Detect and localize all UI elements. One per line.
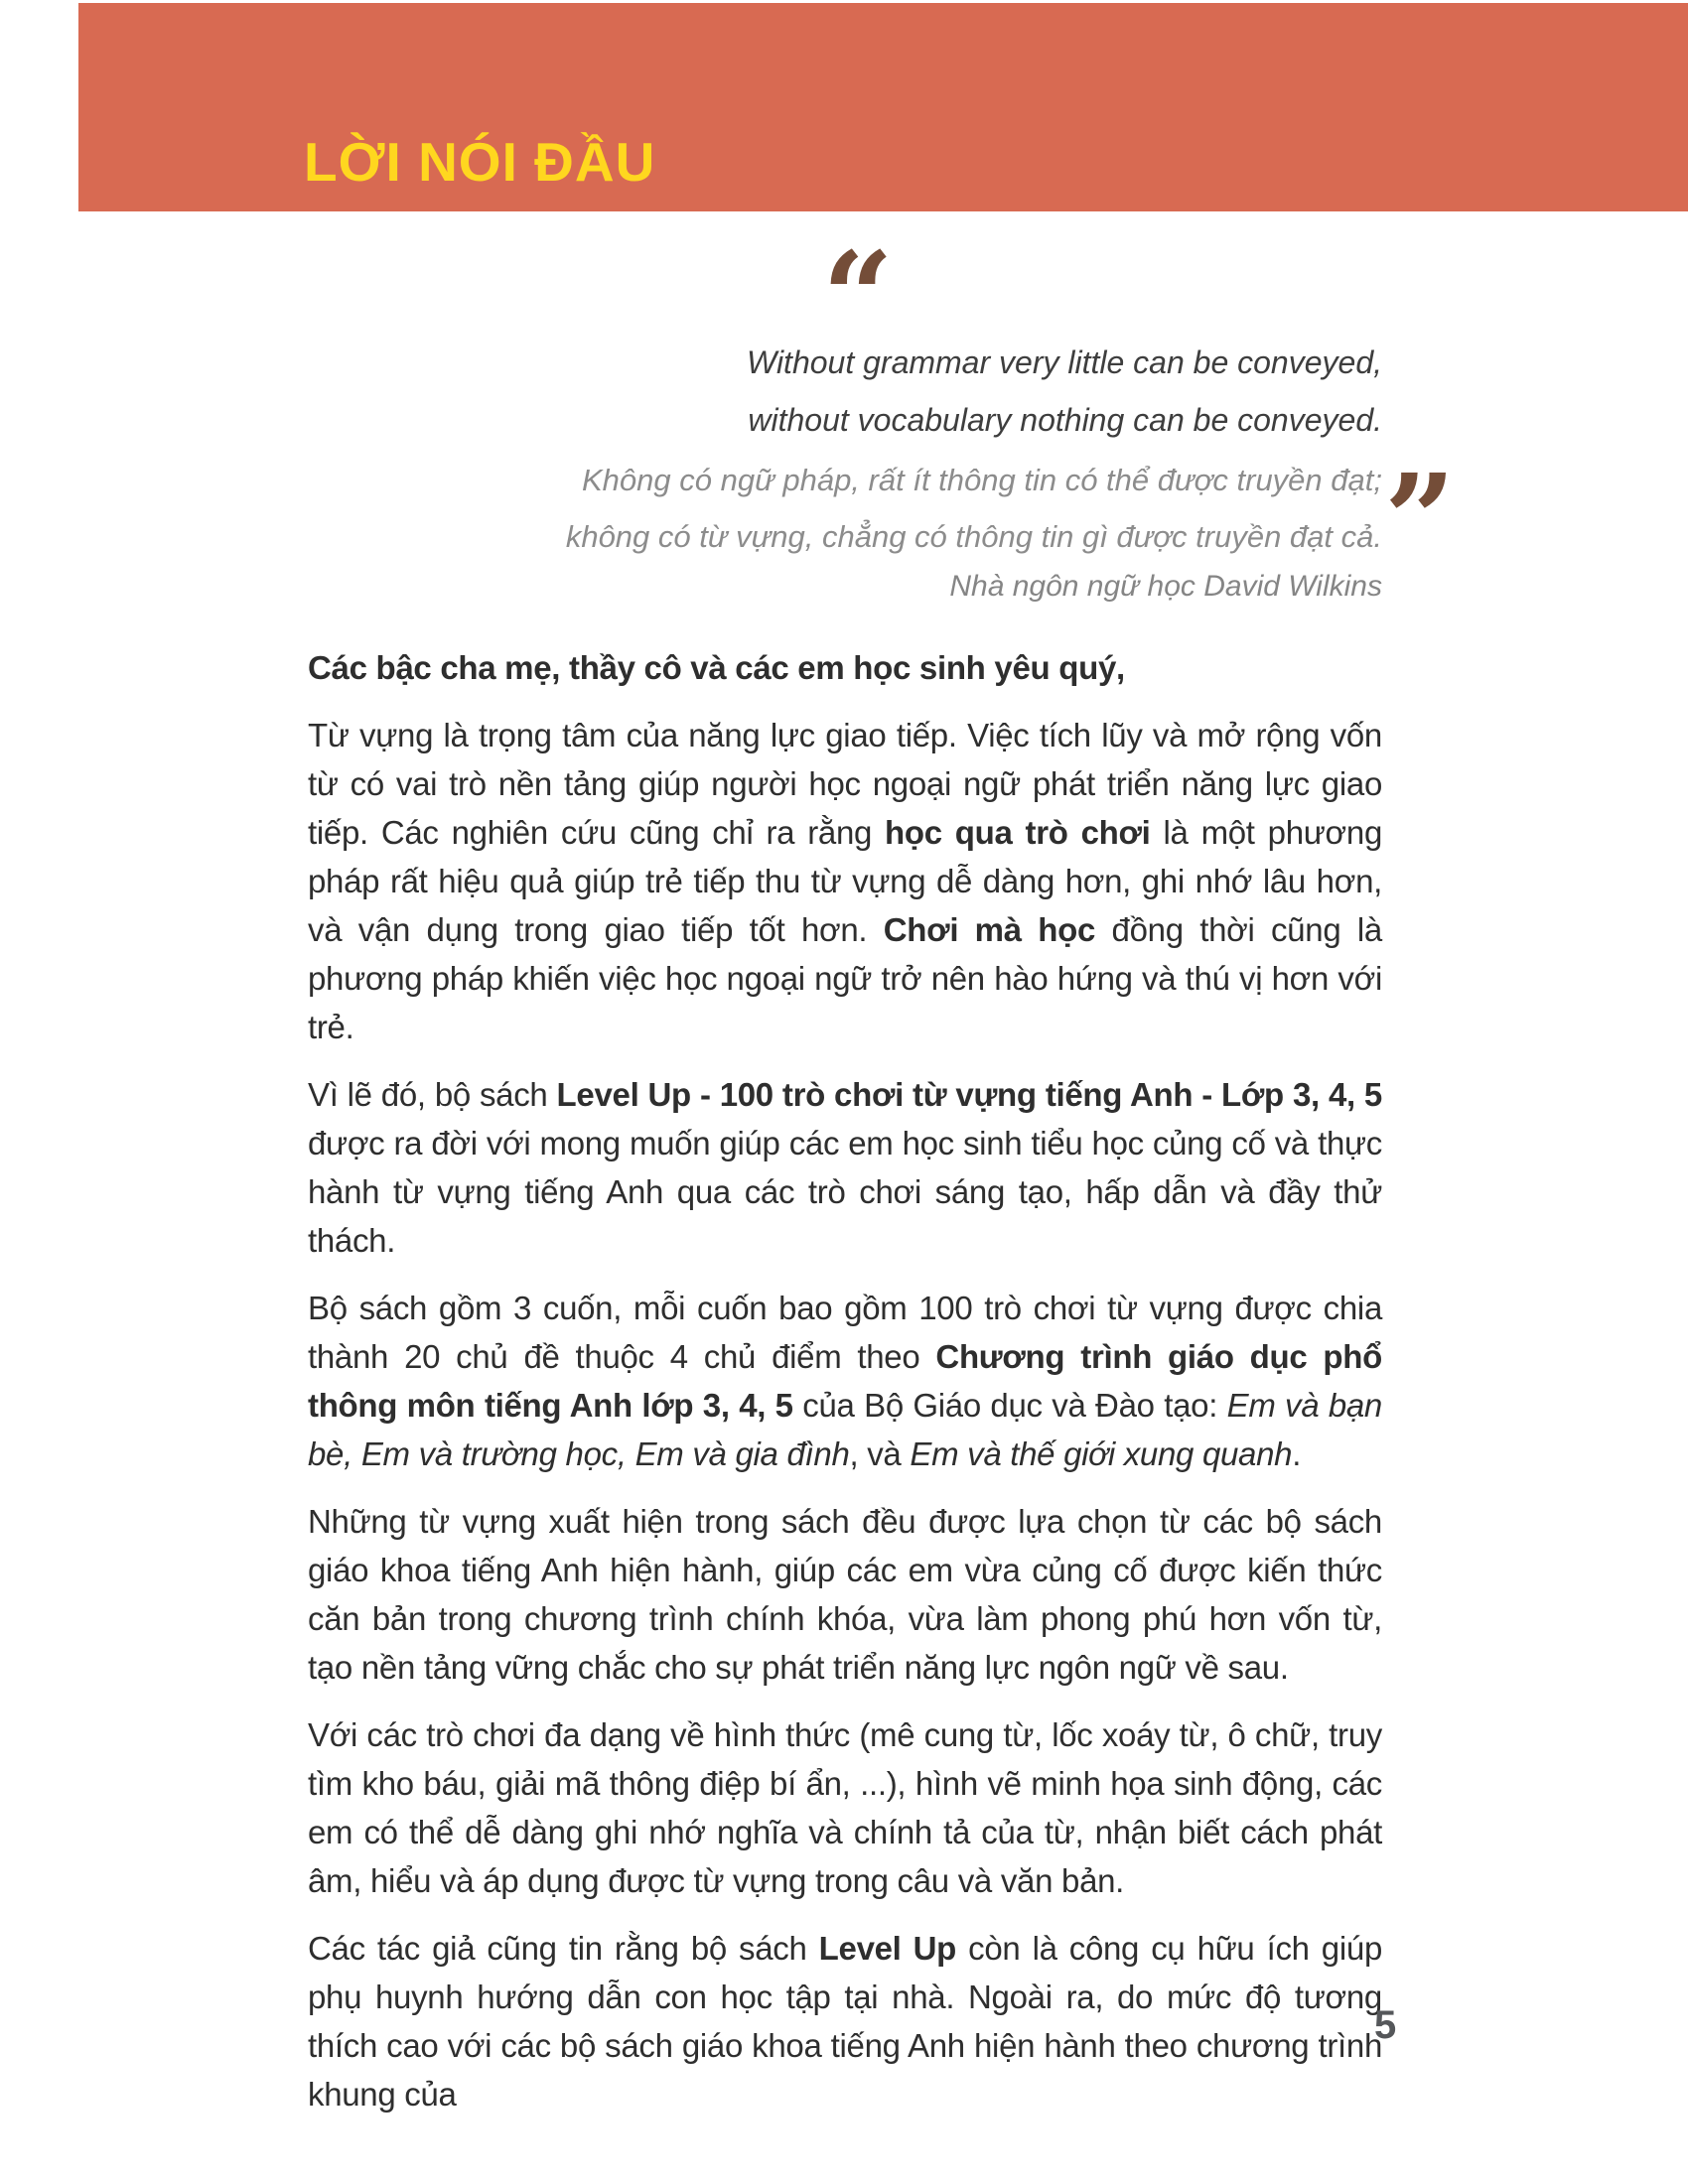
- body-paragraph-6: Các tác giả cũng tin rằng bộ sách Level Up còn là công cụ hữu ích giúp phụ huynh hướng dẫn con học tập tại nhà. Ngoài ra, do mức độ tương thích cao với các bộ sách giáo khoa tiếng Anh hiện hành theo chương trình khung của: [308, 1930, 1382, 2113]
- body-paragraph-1: Từ vựng là trọng tâm của năng lực giao tiếp. Việc tích lũy và mở rộng vốn từ có vai trò nền tảng giúp người học ngoại ngữ phát triển năng lực giao tiếp. Các nghiên cứu cũng chỉ ra rằng học qua trò chơi là một phương pháp rất hiệu quả giúp trẻ tiếp thu từ vựng dễ dàng hơn, ghi nhớ lâu hơn, và vận dụng trong giao tiếp tốt hơn. Chơi mà học đồng thời cũng là phương pháp khiến việc học ngoại ngữ trở nên hào hứng và thú vị hơn với trẻ.: [308, 717, 1382, 1045]
- body-paragraph-4: Những từ vựng xuất hiện trong sách đều được lựa chọn từ các bộ sách giáo khoa tiếng Anh hiện hành, giúp các em vừa củng cố được kiến thức căn bản trong chương trình chính khóa, vừa làm phong phú hơn vốn từ, tạo nền tảng vững chắc cho sự phát triển năng lực ngôn ngữ về sau.: [308, 1503, 1382, 1686]
- body-paragraph-5: Với các trò chơi đa dạng về hình thức (mê cung từ, lốc xoáy từ, ô chữ, truy tìm kho báu, giải mã thông điệp bí ẩn, ...), hình vẽ minh họa sinh động, các em có thể dễ dàng ghi nhớ nghĩa và chính tả của từ, nhận biết cách phát âm, hiểu và áp dụng được từ vựng trong câu và văn bản.: [308, 1716, 1382, 1899]
- body-paragraph-2: Vì lẽ đó, bộ sách Level Up - 100 trò chơi từ vựng tiếng Anh - Lớp 3, 4, 5 được ra đời với mong muốn giúp các em học sinh tiểu học củng cố và thực hành từ vựng tiếng Anh qua các trò chơi sáng tạo, hấp dẫn và đầy thử thách.: [308, 1076, 1382, 1259]
- epigraph-quote: [409, 334, 1382, 608]
- quote-vietnamese-line-2: không có từ vựng, chẳng có thông tin gì được truyền đạt cả.: [565, 519, 1382, 554]
- page-number: 5: [1374, 2003, 1397, 2047]
- body-paragraph-3: Bộ sách gồm 3 cuốn, mỗi cuốn bao gồm 100 trò chơi từ vựng được chia thành 20 chủ đề thuộc 4 chủ điểm theo Chương trình giáo dục phổ thông môn tiếng Anh lớp 3, 4, 5 của Bộ Giáo dục và Đào tạo: Em và bạn bè, Em và trường học, Em và gia đình, và Em và thế giới xung quanh.: [308, 1290, 1382, 1472]
- page-title: LỜI NÓI ĐẦU: [304, 131, 656, 193]
- quote-vietnamese-line-1: Không có ngữ pháp, rất ít thông tin có thể được truyền đạt;: [582, 463, 1382, 497]
- quote-english-line-1: Without grammar very little can be conveyed,: [747, 344, 1382, 380]
- quote-attribution: Nhà ngôn ngữ học David Wilkins: [949, 570, 1382, 603]
- chapter-header-band: [78, 3, 1688, 211]
- close-quote-icon: ”: [1384, 448, 1456, 593]
- preface-body: [308, 643, 1382, 2137]
- quote-english-line-2: without vocabulary nothing can be conveyed.: [748, 402, 1382, 438]
- open-quote-icon: “: [822, 225, 894, 370]
- salutation: Các bậc cha mẹ, thầy cô và các em học sinh yêu quý,: [308, 649, 1125, 686]
